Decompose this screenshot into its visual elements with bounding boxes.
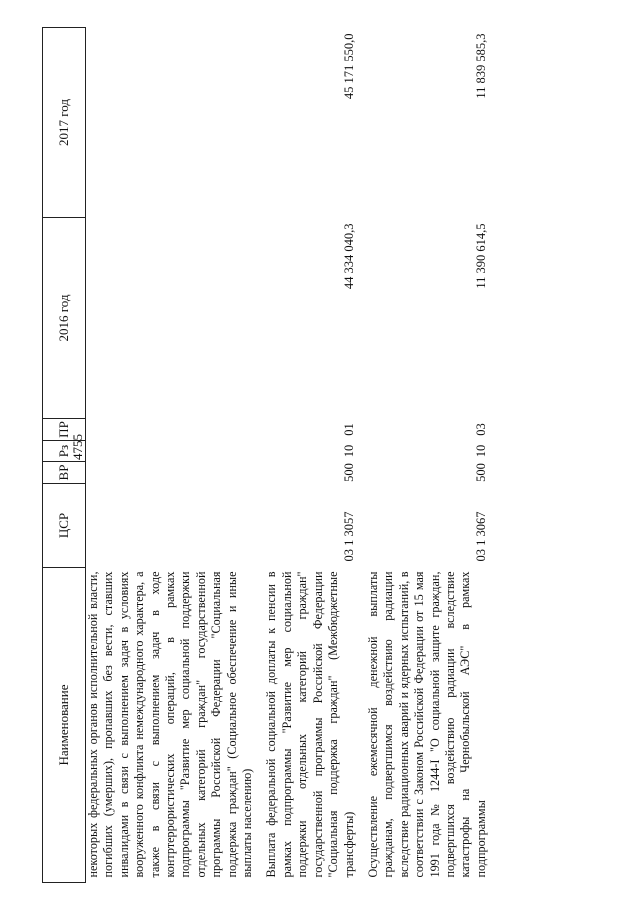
- header-vr: ВР: [43, 462, 86, 484]
- row-name: Осуществление ежемесячной денежной выплаты гражданам, подвергшимся воздействию радиации вследствие радиационных аварий и ядерных испытаний, в соответствии с Законом Российской Федерации от 15 мая 1991 года № 1244-I "О социальной защите граждан, подвергшихся воздействию радиации вследствие катастрофы на Чернобыльской АЭС" в рамках подпрограммы: [365, 571, 488, 878]
- row-rz: 10: [473, 444, 488, 458]
- table-header-row: [43, 28, 86, 883]
- row-2017: 45 171 550,0: [341, 33, 356, 100]
- table-row: [363, 28, 495, 883]
- page-number: 4755: [70, 434, 85, 460]
- table-row: [261, 28, 362, 883]
- row-csr: [86, 484, 262, 568]
- row-2017: 11 839 585,3: [473, 33, 488, 99]
- budget-table: [42, 27, 495, 883]
- row-name: некоторых федеральных органов исполнительной власти, погибших (умерших), пропавших без вести, ставших инвалидами в связи с выполнением задач в условиях вооруженного конфликта немеждународного характера, а также в связи с выполнением задач в ходе контртеррористических операций, в рамках подпрограммы "Развитие мер социальной поддержки отдельных категорий граждан" государственной программы Российской Федерации "Социальная поддержка граждан" (Социальное обеспечение и иные выплаты населению): [86, 571, 255, 878]
- rotated-page-content: [42, 28, 612, 883]
- row-2016: 11 390 614,5: [473, 223, 488, 289]
- row-2017: [86, 28, 262, 218]
- row-pr: 03: [473, 423, 488, 436]
- row-csr: 03 1 3067: [473, 511, 488, 562]
- row-rz: [86, 441, 262, 462]
- row-2016: [86, 218, 262, 419]
- row-csr: 03 1 3057: [341, 511, 356, 562]
- header-2017: 2017 год: [43, 28, 86, 218]
- row-pr: 01: [341, 423, 356, 436]
- row-vr: 500: [473, 463, 488, 482]
- header-csr: ЦСР: [43, 484, 86, 568]
- header-name: Наименование: [43, 568, 86, 883]
- table-row: [86, 28, 262, 883]
- row-rz: 10: [341, 444, 356, 458]
- header-pr: ПР: [43, 419, 86, 441]
- header-2016: 2016 год: [43, 218, 86, 419]
- row-vr: 500: [341, 463, 356, 482]
- row-vr: [86, 462, 262, 484]
- header-rz: Рз: [43, 441, 86, 462]
- row-name: Выплата федеральной социальной доплаты к пенсии в рамках подпрограммы "Развитие мер социальной поддержки отдельных категорий граждан" государственной программы Российской Федерации "Социальная поддержка граждан" (Межбюджетные трансферты): [264, 571, 356, 878]
- row-2016: 44 334 040,3: [341, 223, 356, 290]
- row-pr: [86, 419, 262, 441]
